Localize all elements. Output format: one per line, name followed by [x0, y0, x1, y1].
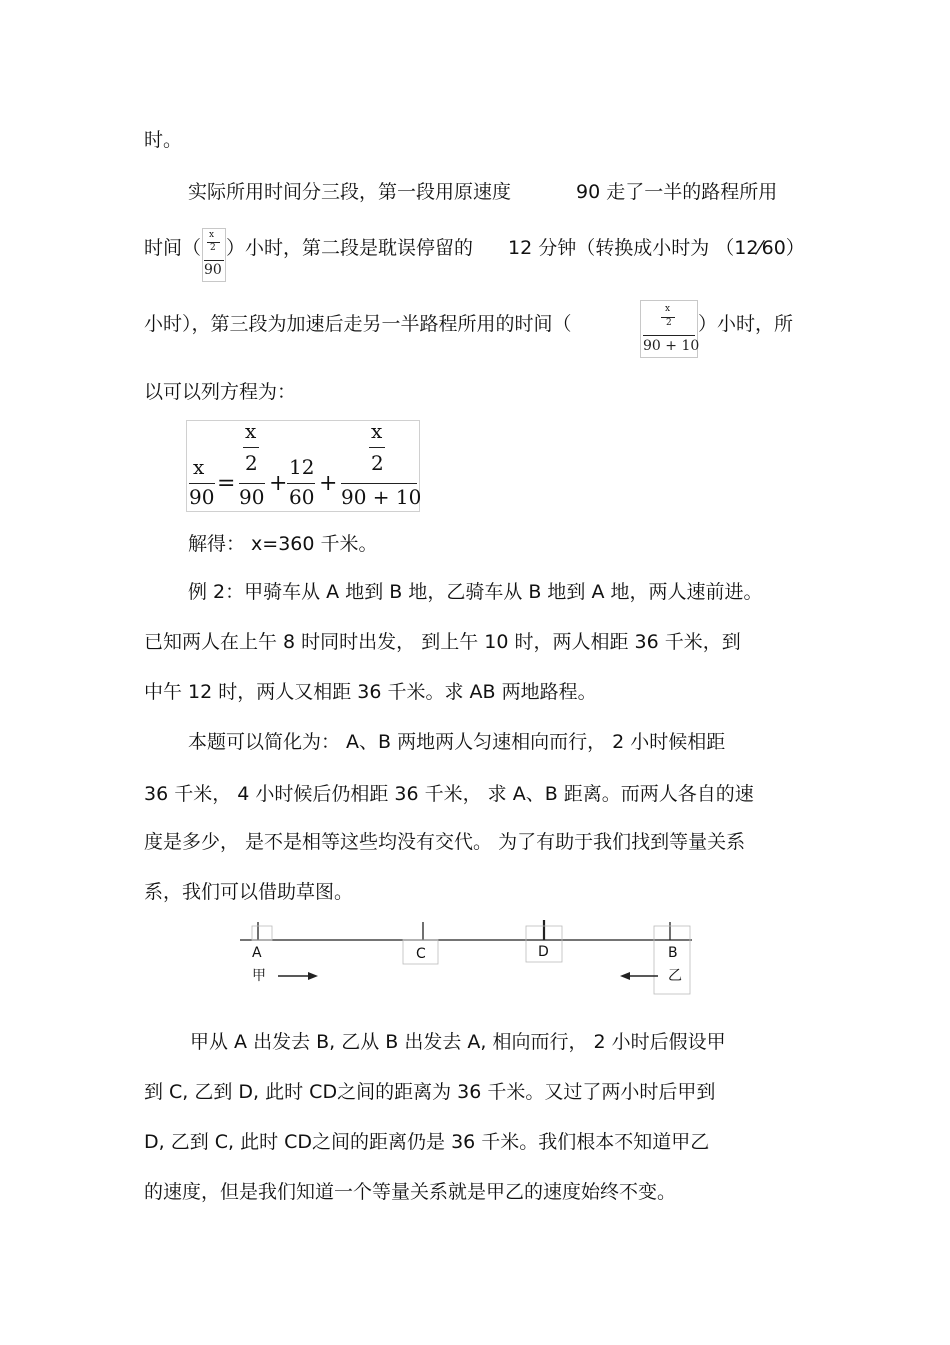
eq-f3-inner-line — [369, 447, 385, 448]
text-line-8: 已知两人在上午 8 时同时出发， 到上午 10 时，两人相距 36 千米，到 — [144, 631, 741, 653]
text-line-11: 36 千米， 4 小时候后仍相距 36 千米， 求 A、B 距离。而两人各自的速 — [144, 783, 754, 805]
fraction-bottom: 90 + 10 — [643, 338, 700, 354]
text-line-6: 解得： x=360 千米。 — [188, 533, 378, 555]
label-c: C — [416, 946, 426, 962]
eq-plus-1: + — [269, 471, 288, 496]
fraction-mid: 2 — [210, 243, 216, 253]
eq-f2-num: 12 — [289, 455, 315, 479]
eq-f3-top: x — [371, 419, 383, 443]
equation — [186, 420, 420, 512]
route-diagram-svg — [240, 918, 695, 998]
text-line-7: 例 2：甲骑车从 A 地到 B 地，乙骑车从 B 地到 A 地，两人速前进。 — [188, 581, 763, 603]
text-line-3c: 12 分钟（转换成小时为 （12⁄60） — [508, 237, 805, 259]
text-line-10: 本题可以简化为： A、B 两地两人匀速相向而行， 2 小时候相距 — [188, 731, 726, 753]
label-jia: 甲 — [252, 968, 266, 984]
eq-f2-den: 60 — [289, 485, 315, 509]
label-yi: 乙 — [668, 968, 682, 984]
label-d: D — [538, 944, 549, 960]
text-line-2a: 实际所用时间分三段，第一段用原速度 — [188, 181, 512, 203]
eq-f1-mid: 2 — [245, 451, 258, 475]
fraction-mid: 2 — [666, 318, 672, 328]
fraction-bottom: 90 — [204, 262, 222, 278]
text-line-13: 甲从 A 出发去 B, 乙从 B 出发去 A, 相向而行， 2 小时后假设甲 — [190, 1031, 726, 1053]
arrow-right-icon — [308, 972, 318, 980]
eq-equals: = — [217, 471, 236, 496]
text-line-2b: 90 走了一半的路程所用 — [576, 181, 778, 203]
eq-plus-2: + — [319, 471, 338, 496]
eq-f3-den: 90 + 10 — [341, 485, 422, 509]
label-a: A — [252, 945, 262, 961]
fraction-x-half-over-100 — [640, 300, 698, 358]
text-line-16: 的速度，但是我们知道一个等量关系就是甲乙的速度始终不变。 — [144, 1181, 677, 1203]
eq-f1-den: 90 — [239, 485, 265, 509]
text-line-12b: 系，我们可以借助草图。 — [144, 881, 354, 903]
point-a-box — [252, 926, 272, 940]
text-line-3a: 时间（ — [144, 237, 202, 259]
fraction-main-line — [643, 335, 695, 336]
eq-f2-line — [287, 483, 315, 484]
text-line-9: 中午 12 时，两人又相距 36 千米。求 AB 两地路程。 — [144, 681, 597, 703]
fraction-top: x — [665, 304, 671, 314]
fraction-top: x — [209, 230, 215, 240]
eq-f3-line — [341, 483, 417, 484]
text-line-4b: ）小时，所 — [698, 313, 794, 335]
fraction-x-half-over-90 — [202, 228, 226, 282]
text-line-1: 时。 — [144, 129, 183, 151]
text-line-3b: ）小时，第二段是耽误停留的 — [226, 237, 474, 259]
eq-f1-top: x — [245, 419, 257, 443]
eq-f3-mid: 2 — [371, 451, 384, 475]
arrow-left-icon — [620, 972, 630, 980]
text-line-5: 以可以列方程为： — [144, 381, 297, 403]
text-line-14: 到 C, 乙到 D, 此时 CD之间的距离为 36 千米。又过了两小时后甲到 — [144, 1081, 716, 1103]
text-line-4a: 小时），第三段为加速后走另一半路程所用的时间（ — [144, 313, 572, 335]
eq-lhs-num: x — [193, 455, 205, 479]
text-line-12: 度是多少， 是不是相等这些均没有交代。 为了有助于我们找到等量关系 — [144, 831, 746, 853]
text-line-15: D, 乙到 C, 此时 CD之间的距离仍是 36 千米。我们根本不知道甲乙 — [144, 1131, 710, 1153]
eq-lhs-den: 90 — [189, 485, 215, 509]
eq-f1-inner-line — [243, 447, 259, 448]
fraction-main-line — [204, 260, 224, 261]
eq-f1-line — [239, 483, 265, 484]
eq-lhs-line — [189, 483, 215, 484]
label-b: B — [668, 945, 678, 961]
route-diagram — [240, 918, 695, 998]
